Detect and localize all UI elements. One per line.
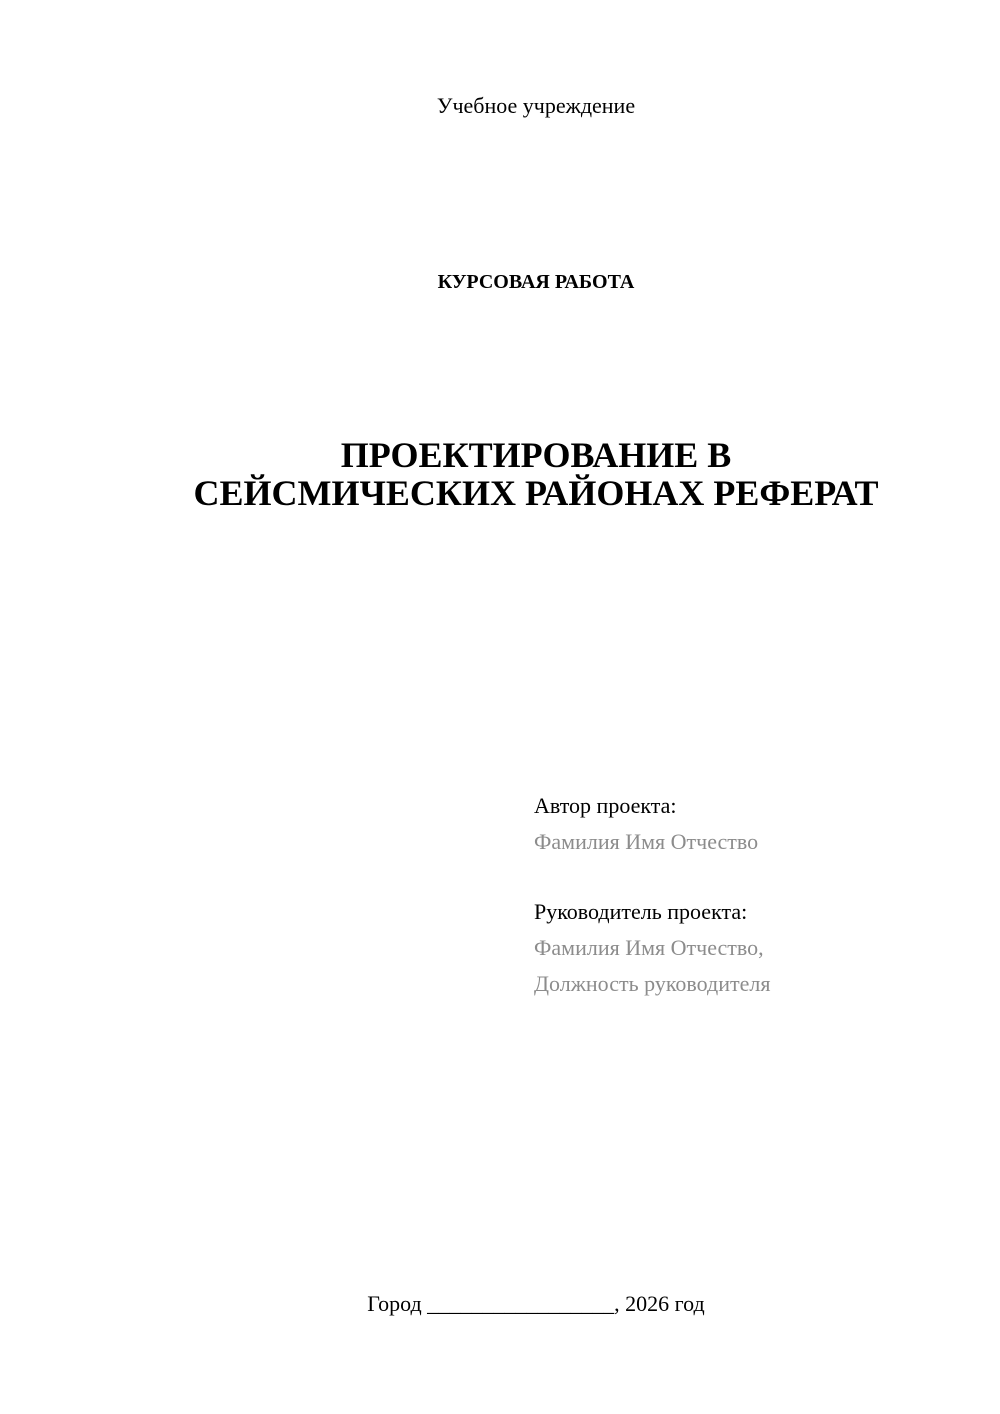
supervisor-name: Фамилия Имя Отчество, bbox=[534, 935, 764, 960]
supervisor-position: Должность руководителя bbox=[534, 971, 771, 996]
document-title bbox=[0, 436, 1000, 512]
project-meta bbox=[534, 788, 770, 1002]
meta-spacer bbox=[534, 860, 770, 894]
title-line-1: ПРОЕКТИРОВАНИЕ В bbox=[340, 435, 732, 475]
supervisor-label: Руководитель проекта: bbox=[534, 899, 748, 924]
work-type-heading: КУРСОВАЯ РАБОТА bbox=[437, 271, 635, 293]
author-label: Автор проекта: bbox=[534, 793, 677, 818]
author-name: Фамилия Имя Отчество bbox=[534, 829, 759, 854]
city-year-footer: Город _________________, 2026 год bbox=[367, 1291, 705, 1316]
title-line-2: СЕЙСМИЧЕСКИХ РАЙОНАХ РЕФЕРАТ bbox=[193, 473, 879, 513]
institution-name: Учебное учреждение bbox=[436, 93, 636, 118]
